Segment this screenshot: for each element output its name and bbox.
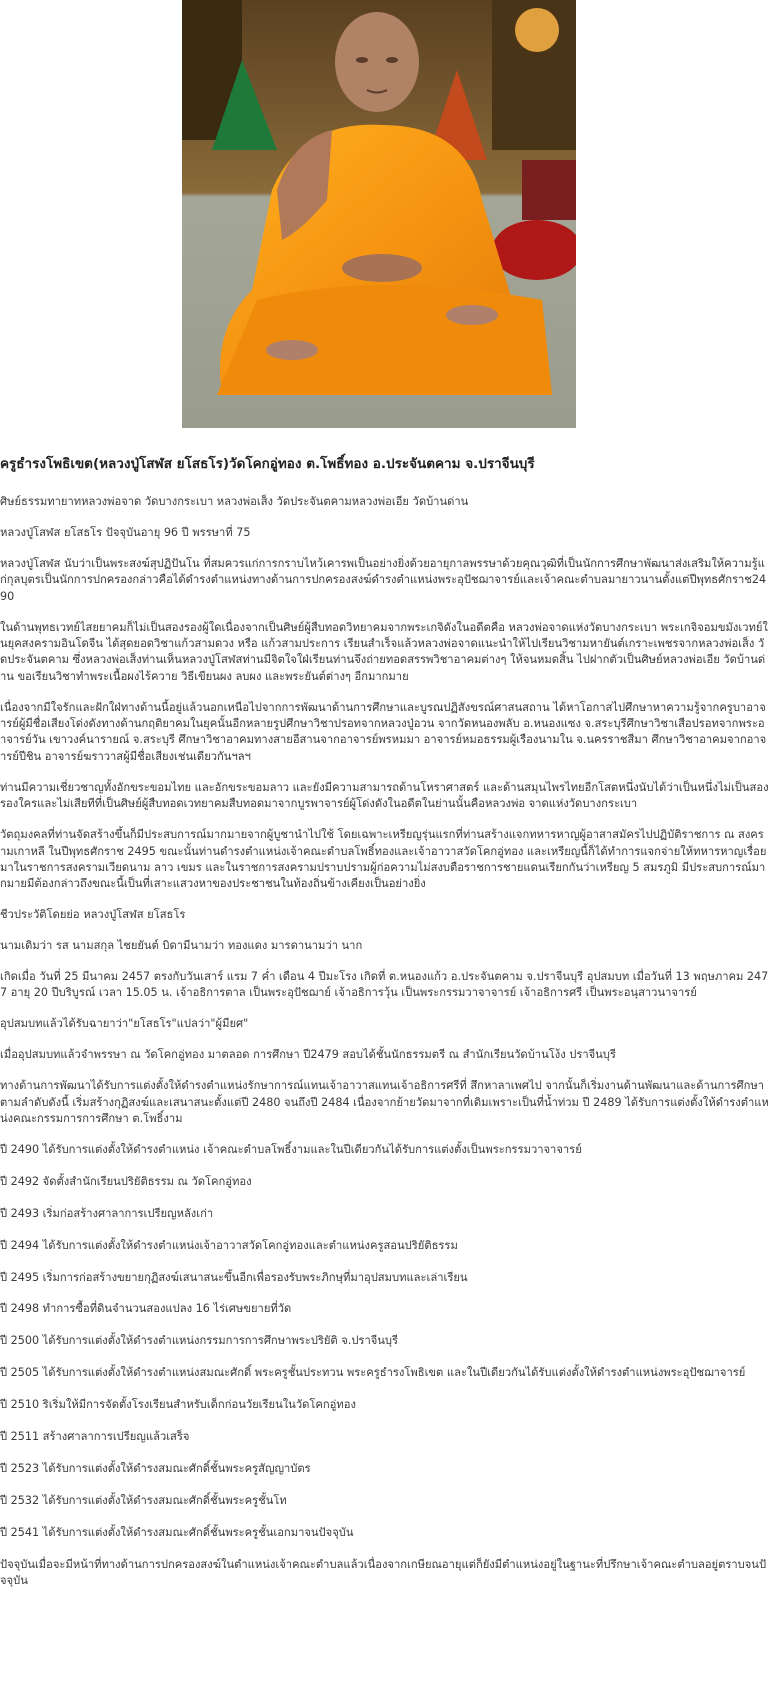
paragraph: หลวงปู่โสฬส นับว่าเป็นพระสงฆ์สุปฏิปันโน ที่สมควรแก่การกราบไหว้เคารพเป็นอย่างยิ่งด้วยอายุกาลพรรษาด้วยคุณวุฒิที่เป็นนักการศึกษาพัฒนาส่งเสริมให้ความรู้แก่กุลบุตรเป็นนักการปกครองกล่าวคือได้ดำรงตำแหน่งทางด้านการปกครองสงฆ์ดำรงตำแหน่งพระอุปัชฌาจารย์และเจ้าคณะตำบลมายาวนานตั้งแต่ปีพุทธศักราช2490 [0, 556, 767, 603]
paragraph: ทางด้านการพัฒนาได้รับการแต่งตั้งให้ดำรงตำแหน่งรักษาการณ์แทนเจ้าอาวาสแทนเจ้าอธิการศรีที่ สึกหาลาเพศไป จากนั้นก็เริ่มงานด้านพัฒนาและด้านการศึกษาตามลำดับดังนี้ เริ่มสร้างกุฏิสงฆ์และเสนาสนะตั้งแต่ปี 2480 จนถึงปี 2484 เนื่องจากย้ายวัดมาจากที่เดิมเพราะเป็นที่น้ำท่วม ปี 2489 ได้รับการแต่งตั้งให้ดำรงตำแหน่งคณะกรรมการการศึกษา ต.โพธิ์งาม [0, 1079, 769, 1125]
paragraph: วัตถุมงคลที่ท่านจัดสร้างขึ้นก็มีประสบการณ์มากมายจากผู้บูชานำไปใช้ โดยเฉพาะเหรียญรุ่นแรกที่ท่านสร้างแจกทหารหาญผู้อาสาสมัครไปปฏิบัติราชการ ณ สงครามเกาหลี ในปีพุทธศักราช 2495 ขณะนั้นท่านดำรงตำแหน่งเจ้าคณะตำบลโพธิ์ทองและเจ้าอาวาสวัดโคกอู่ทอง และเหรียญนี้ก็ได้ทำการแจกจ่ายให้ทหารหาญเรื่อยมาในราชการสงครามเวียดนาม ลาว เขมร และในราชการสงครามปราบปรามผู้ก่อความไม่สงบตือราชการชายแดนเรียกกันว่าเหรียญ 5 สมรภูมิ มีประสบการณ์มากมายมีต้องกล่าวถึงขณะนี้เป็นที่เสาะแสวงหาของประชาชนในท้องถิ่นข้างเคียงเป็นอย่างยิ่ง [0, 828, 767, 891]
paragraph: เมื่ออุปสมบทแล้วจำพรรษา ณ วัดโคกอู่ทอง มาตลอด การศึกษา ปี2479 สอบได้ชั้นนักธรรมตรี ณ สำนักเรียนวัดบ้านโง้ง ปราจีนบุรี [0, 1048, 616, 1062]
closing-paragraph: ปัจจุบันเมื่อจะมีหน้าที่ทางด้านการปกครองสงฆ์ในตำแหน่งเจ้าคณะตำบลแล้วเนื่องจากเกษียณอายุแต่ก็ยังมีตำแหน่งอยู่ในฐานะที่ปรึกษาเจ้าคณะตำบลอยู่ตราบจนปัจจุบัน [0, 1557, 767, 1588]
timeline-item: ปี 2532 ได้รับการแต่งตั้งให้ดำรงสมณะศักดิ์ชั้นพระครูชั้นโท [0, 1493, 287, 1507]
timeline-item: ปี 2523 ได้รับการแต่งตั้งให้ดำรงสมณะศักดิ์ชั้นพระครูสัญญาบัตร [0, 1461, 311, 1475]
paragraph: ศิษย์ธรรมทายาทหลวงพ่อจาด วัดบางกระเบา หลวงพ่อเส็ง วัดประจันตคามหลวงพ่อเอีย วัดบ้านด่าน [0, 495, 469, 508]
article-title: ครูธำรงโพธิเขต(หลวงปู่โสฬส ยโสธโร)วัดโคกอู่ทอง ต.โพธิ์ทอง อ.ประจันตคาม จ.ปราจีนบุรี [0, 456, 535, 472]
timeline-item: ปี 2500 ได้รับการแต่งตั้งให้ดำรงตำแหน่งกรรมการการศึกษาพระปริยัติ จ.ปราจีนบุรี [0, 1334, 399, 1348]
timeline-item: ปี 2511 สร้างศาลาการเปรียญแล้วเสร็จ [0, 1430, 190, 1444]
article-content [0, 430, 770, 1589]
timeline-item: ปี 2495 เริ่มการก่อสร้างขยายกุฏิสงฆ์เสนาสนะขึ้นอีกเพื่อรองรับพระภิกษุที่มาอุปสมบทและเล่าเรียน [0, 1270, 468, 1284]
timeline-item: ปี 2510 ริเริ่มให้มีการจัดตั้งโรงเรียนสำหรับเด็กก่อนวัยเรียนในวัดโคกอู่ทอง [0, 1398, 356, 1412]
paragraph: นามเดิมว่า รส นามสกุล ไชยยันต์ บิดามีนามว่า ทองแดง มารดานามว่า นาก [0, 939, 363, 953]
photo-container [0, 0, 777, 430]
paragraph: หลวงปู่โสฬส ยโสธโร ปัจจุบันอายุ 96 ปี พรรษาที่ 75 [0, 525, 251, 539]
timeline-item: ปี 2498 ทำการซื้อที่ดินจำนวนสองแปลง 16 ไร่เศษขยายที่วัด [0, 1302, 292, 1316]
paragraph: อุปสมบทแล้วได้รับฉายาว่า"ยโสธโร"แปลว่า"ผู้มียศ" [0, 1017, 249, 1031]
monk-portrait-photo [182, 0, 576, 428]
timeline-item: ปี 2505 ได้รับการแต่งตั้งให้ดำรงตำแหน่งสมณะศักดิ์ พระครูชั้นประทวน พระครูธำรงโพธิเขต และในปีเดียวกันได้รับแต่งตั้งให้ดำรงตำแหน่งพระอุปัชฌาจารย์ [0, 1366, 746, 1380]
timeline-item: ปี 2490 ได้รับการแต่งตั้งให้ดำรงตำแหน่ง เจ้าคณะตำบลโพธิ์งามและในปีเดียวกันได้รับการแต่งตั้งเป็นพระกรรมวาจาจารย์ [0, 1142, 582, 1156]
timeline-item: ปี 2493 เริ่มก่อสร้างศาลาการเปรียญหลังเก่า [0, 1206, 214, 1220]
timeline-item: ปี 2494 ได้รับการแต่งตั้งให้ดำรงตำแหน่งเจ้าอาวาสวัดโคกอู่ทองและตำแหน่งครูสอนปริยัติธรรม [0, 1238, 458, 1252]
biography-heading: ชีวประวัติโดยย่อ หลวงปู่โสฬส ยโสธโร [0, 908, 186, 922]
paragraph: ท่านมีความเชี่ยวชาญทั้งอักขระขอมไทย และอักขระขอมลาว และยังมีความสามารถด้านโหราศาสตร์ และด้านสมุนไพรไทยอีกโสตหนึ่งนับได้ว่าเป็นหนึ่งไม่เป็นสองรองใครและไม่เสียทีที่เป็นศิษย์ผู้สืบทอดเวทยาคมสืบทอดมาจากบูรพาจารย์ผู้โด่งดังในอดีตในย่านนั้นคือหลวงพ่อ จาดแห่งวัดบางกระเบา [0, 780, 769, 811]
timeline-item: ปี 2492 จัดตั้งสำนักเรียนปริยัติธรรม ณ วัดโคกอู่ทอง [0, 1174, 252, 1188]
paragraph: เกิดเมื่อ วันที่ 25 มีนาคม 2457 ตรงกับวันเสาร์ แรม 7 ค่ำ เดือน 4 ปีมะโรง เกิดที่ ต.หนองแก้ว อ.ประจันตคาม จ.ปราจีนบุรี อุปสมบท เมื่อวันที่ 13 พฤษภาคม 2477 อายุ 20 ปีบริบูรณ์ เวลา 15.05 น. เจ้าอธิการตาล เป็นพระอุปัชฌาย์ เจ้าอธิการวุ้น เป็นพระกรรมวาจาจารย์ เจ้าอธิการศรี เป็นพระอนุสาวนาจารย์ [0, 970, 769, 1000]
paragraph: เนื่องจากมีใจรักและฝักใฝ่ทางด้านนี้อยู่แล้วนอกเหนือไปจากการพัฒนาด้านการศึกษาและบูรณปฏิสังขรณ์ศาสนสถาน ได้หาโอกาสไปศึกษาหาความรู้จากครูบาอาจารย์ผู้มีชื่อเสียงโด่งดังทางด้านกฤติยาคมในยุคนั้นอีกหลายรูปศึกษาวิชาปรอทจากหลวงปู่อวน จากวัดหนองพลับ อ.หนองแซง จ.สระบุรีศึกษาวิชาเสือปรอทจากพระอาจารย์วัน เขาวงค์นารายณ์ จ.สระบุรี ศึกษาวิชาอาคมทางสายอีสานจากอาจารย์พรหมมา อาจารย์หมอธรรมผู้เรืองนามใน จ.นครราชสีมา ศึกษาวิชาอาคมจากอาจารย์ปีชิน อาจารย์ฆราวาสผู้มีชื่อเสียงเช่นเดียวกันฯลฯ [0, 700, 767, 763]
timeline-item: ปี 2541 ได้รับการแต่งตั้งให้ดำรงสมณะศักดิ์ชั้นพระครูชั้นเอกมาจนปัจจุบัน [0, 1525, 354, 1539]
paragraph: ในด้านพุทธเวทย์ไสยยาคมก็ไม่เป็นสองรองผู้ใดเนื่องจากเป็นศิษย์ผู้สืบทอดวิทยาคมจากพระเกจิดังในอดีตคือ หลวงพ่อจาดแห่งวัดบางกระเบา พระเกจิจอมขมังเวทย์ในยุคสงครามอินโดจีน ได้สุดยอดวิชาแก้วสามดวง หรือ แก้วสามประการ เรียนสำเร็จแล้วหลวงพ่อจาดแนะนำให้ไปเรียนวิชามหายันต์เกราะเพชรจากหลวงพ่อเส็ง วัดประจันตคาม ซึ่งหลวงพ่อเส็งท่านเห็นหลวงปู่โสฬสท่านมีจิตใจใฝ่เรียนท่านจึงถ่ายทอดสรรพวิชาอาคมต่างๆ ให้จนหมดสิ้น ไปฝากตัวเป็นศิษย์หลวงพ่อเอีย วัดบ้านด่าน ขอเรียนวิชาทำพระเนื้อผงไร้ควาย วิธีเขียนผง ลบผง และพระยันต์ต่างๆ อีกมากมาย [0, 620, 768, 683]
